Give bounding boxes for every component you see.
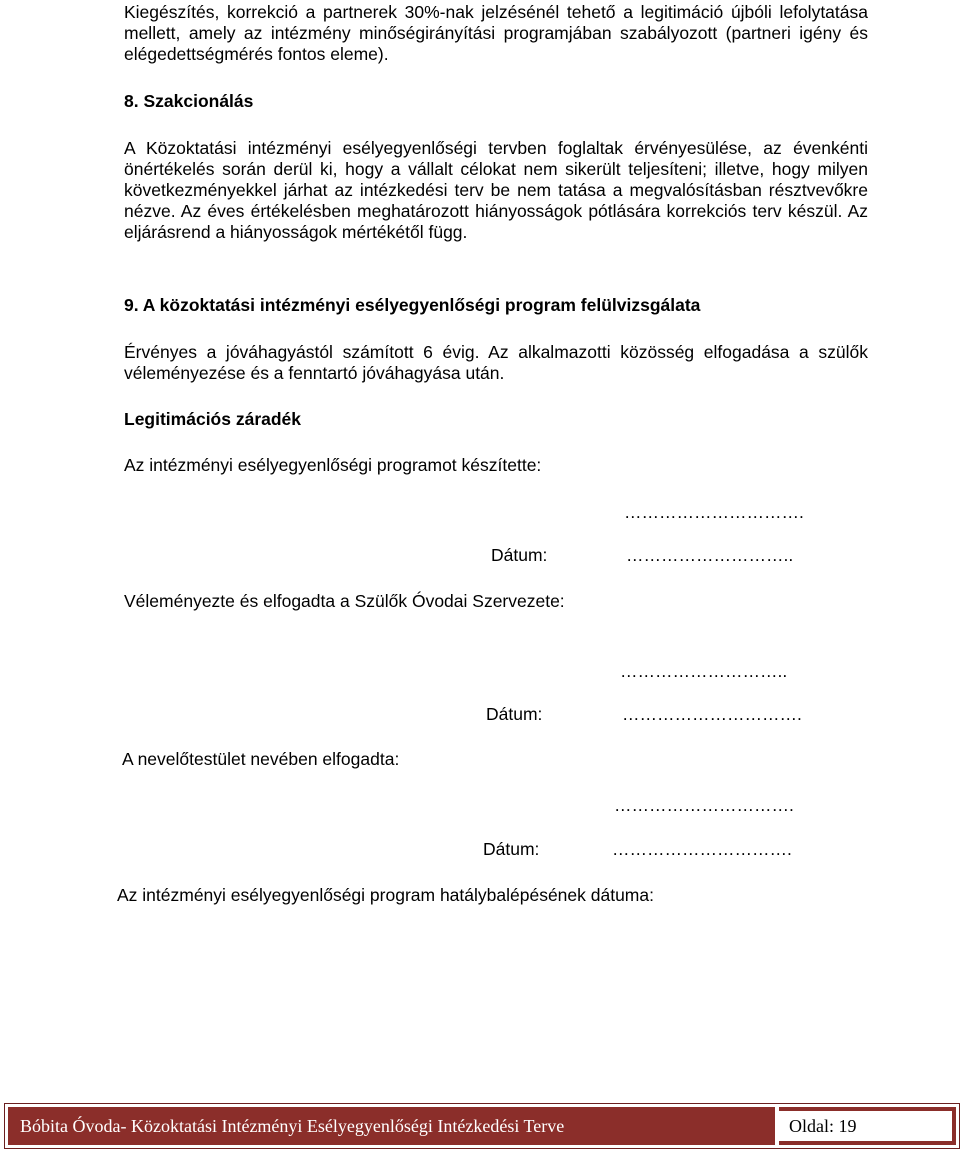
footer-bar xyxy=(8,1107,956,1145)
footer-title: Bóbita Óvoda- Közoktatási Intézményi Esélyegyenlőségi Intézkedési Terve xyxy=(8,1107,779,1145)
legitimation-heading: Legitimációs záradék xyxy=(124,409,302,429)
signature-line-3: …………………………. xyxy=(614,795,794,815)
staff-accepted-label: A nevelőtestület nevében elfogadta: xyxy=(122,749,400,769)
date-line-2: …………………………. xyxy=(622,704,802,724)
section-8-heading: 8. Szakcionálás xyxy=(124,91,254,111)
page-footer xyxy=(4,1103,960,1149)
effective-date-label: Az intézményi esélyegyenlőségi program hatálybalépésének dátuma: xyxy=(117,885,654,905)
signature-line-1: …………………………. xyxy=(624,502,804,522)
date-label-3: Dátum: xyxy=(483,839,540,859)
date-line-3: …………………………. xyxy=(612,839,792,859)
reviewed-by-label: Véleményezte és elfogadta a Szülők Óvodai Szervezete: xyxy=(124,591,565,611)
intro-paragraph: Kiegészítés, korrekció a partnerek 30%-nak jelzésénél tehető a legitimáció újbóli lefolytatása mellett, amely az intézmény minőségirányítási programjában szabályozott (partneri igény és elégedettségmérés fontos eleme). xyxy=(124,2,868,64)
section-9-heading: 9. A közoktatási intézményi esélyegyenlőségi program felülvizsgálata xyxy=(124,295,701,315)
signature-line-2: ……………………….. xyxy=(620,661,788,681)
date-label-1: Dátum: xyxy=(491,545,548,565)
prepared-by-label: Az intézményi esélyegyenlőségi programot készítette: xyxy=(124,455,542,475)
section-9-paragraph: Érvényes a jóváhagyástól számított 6 évig. Az alkalmazotti közösség elfogadása a szülők véleményezése és a fenntartó jóváhagyása után. xyxy=(124,342,868,383)
page-number: Oldal: 19 xyxy=(779,1111,952,1141)
date-label-2: Dátum: xyxy=(486,704,543,724)
section-8-paragraph: A Közoktatási intézményi esélyegyenlőségi tervben foglaltak érvényesülése, az évenkénti önértékelés során derül ki, hogy a vállalt célokat nem sikerült teljesíteni; illetve, hogy milyen következményekkel járhat az intézkedési terv be nem tatása a megvalósításban résztvevőkre nézve. Az éves értékelésben meghatározott hiányosságok pótlására korrekciós terv készül. Az eljárásrend a hiányosságok mértékétől függ. xyxy=(124,138,868,242)
date-line-1: ……………………….. xyxy=(626,545,794,565)
